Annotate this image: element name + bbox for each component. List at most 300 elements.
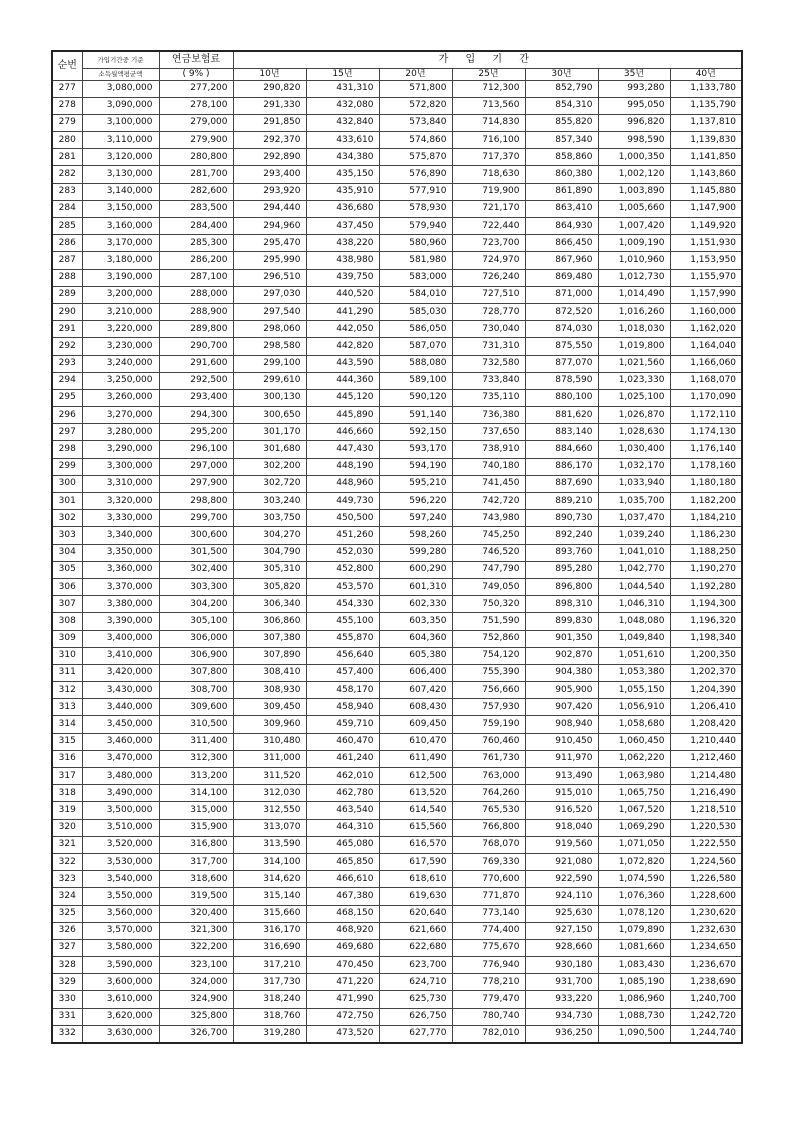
y30-cell: 911,970 xyxy=(525,750,598,767)
table-row xyxy=(52,561,742,578)
row-number: 330 xyxy=(52,991,82,1008)
y20-cell: 615,560 xyxy=(379,819,452,836)
income-cell: 3,530,000 xyxy=(82,853,159,870)
y20-cell: 585,030 xyxy=(379,303,452,320)
y30-cell: 922,590 xyxy=(525,871,598,888)
y20-cell: 620,640 xyxy=(379,905,452,922)
y20-cell: 601,310 xyxy=(379,578,452,595)
y40-cell: 1,228,600 xyxy=(670,888,742,905)
y40-cell: 1,151,930 xyxy=(670,235,742,252)
table-row xyxy=(52,114,742,131)
y40-cell: 1,198,340 xyxy=(670,630,742,647)
y20-cell: 595,210 xyxy=(379,475,452,492)
y20-cell: 571,800 xyxy=(379,80,452,97)
income-cell: 3,160,000 xyxy=(82,218,159,235)
y15-cell: 457,400 xyxy=(306,664,379,681)
y40-cell: 1,174,130 xyxy=(670,424,742,441)
table-row xyxy=(52,819,742,836)
y20-cell: 592,150 xyxy=(379,424,452,441)
row-number: 299 xyxy=(52,458,82,475)
premium-cell: 286,200 xyxy=(159,252,233,269)
y15-cell: 445,890 xyxy=(306,407,379,424)
y15-cell: 438,980 xyxy=(306,252,379,269)
y35-cell: 1,032,170 xyxy=(598,458,670,475)
header-year-1: 15년 xyxy=(306,68,379,80)
premium-cell: 295,200 xyxy=(159,424,233,441)
income-cell: 3,350,000 xyxy=(82,544,159,561)
y20-cell: 581,980 xyxy=(379,252,452,269)
premium-cell: 287,100 xyxy=(159,269,233,286)
premium-cell: 296,100 xyxy=(159,441,233,458)
y25-cell: 740,180 xyxy=(452,458,525,475)
y35-cell: 1,007,420 xyxy=(598,218,670,235)
y10-cell: 301,170 xyxy=(233,424,306,441)
table-row xyxy=(52,80,742,97)
y25-cell: 768,070 xyxy=(452,836,525,853)
table-row xyxy=(52,166,742,183)
y25-cell: 727,510 xyxy=(452,286,525,303)
y20-cell: 616,570 xyxy=(379,836,452,853)
premium-cell: 298,800 xyxy=(159,493,233,510)
table-row xyxy=(52,664,742,681)
row-number: 300 xyxy=(52,475,82,492)
table-row xyxy=(52,458,742,475)
table-row xyxy=(52,682,742,699)
y25-cell: 752,860 xyxy=(452,630,525,647)
y40-cell: 1,232,630 xyxy=(670,922,742,939)
premium-cell: 299,700 xyxy=(159,510,233,527)
premium-cell: 324,000 xyxy=(159,974,233,991)
y10-cell: 294,440 xyxy=(233,200,306,217)
y10-cell: 317,730 xyxy=(233,974,306,991)
y25-cell: 769,330 xyxy=(452,853,525,870)
y25-cell: 735,110 xyxy=(452,389,525,406)
y15-cell: 436,680 xyxy=(306,200,379,217)
row-number: 302 xyxy=(52,510,82,527)
y25-cell: 765,530 xyxy=(452,802,525,819)
premium-cell: 325,800 xyxy=(159,1008,233,1025)
row-number: 297 xyxy=(52,424,82,441)
y35-cell: 1,056,910 xyxy=(598,699,670,716)
y15-cell: 432,080 xyxy=(306,97,379,114)
y10-cell: 309,960 xyxy=(233,716,306,733)
row-number: 307 xyxy=(52,596,82,613)
y25-cell: 722,440 xyxy=(452,218,525,235)
income-cell: 3,450,000 xyxy=(82,716,159,733)
y35-cell: 1,039,240 xyxy=(598,527,670,544)
y30-cell: 921,080 xyxy=(525,853,598,870)
y30-cell: 884,660 xyxy=(525,441,598,458)
y25-cell: 717,370 xyxy=(452,149,525,166)
y30-cell: 893,760 xyxy=(525,544,598,561)
y35-cell: 996,820 xyxy=(598,114,670,131)
y25-cell: 766,800 xyxy=(452,819,525,836)
y30-cell: 858,860 xyxy=(525,149,598,166)
y20-cell: 578,930 xyxy=(379,200,452,217)
row-number: 316 xyxy=(52,750,82,767)
y30-cell: 863,410 xyxy=(525,200,598,217)
y35-cell: 1,062,220 xyxy=(598,750,670,767)
y30-cell: 899,830 xyxy=(525,613,598,630)
income-cell: 3,510,000 xyxy=(82,819,159,836)
y15-cell: 464,310 xyxy=(306,819,379,836)
y15-cell: 455,100 xyxy=(306,613,379,630)
y35-cell: 1,055,150 xyxy=(598,682,670,699)
premium-cell: 279,900 xyxy=(159,132,233,149)
y35-cell: 1,086,960 xyxy=(598,991,670,1008)
row-number: 324 xyxy=(52,888,82,905)
y20-cell: 580,960 xyxy=(379,235,452,252)
y20-cell: 574,860 xyxy=(379,132,452,149)
y35-cell: 1,003,890 xyxy=(598,183,670,200)
y15-cell: 468,920 xyxy=(306,922,379,939)
y40-cell: 1,182,200 xyxy=(670,493,742,510)
y30-cell: 915,010 xyxy=(525,785,598,802)
table-row xyxy=(52,596,742,613)
y10-cell: 297,030 xyxy=(233,286,306,303)
income-cell: 3,470,000 xyxy=(82,750,159,767)
y30-cell: 880,100 xyxy=(525,389,598,406)
income-cell: 3,290,000 xyxy=(82,441,159,458)
y10-cell: 314,100 xyxy=(233,853,306,870)
y15-cell: 466,610 xyxy=(306,871,379,888)
income-cell: 3,550,000 xyxy=(82,888,159,905)
table-row xyxy=(52,853,742,870)
table-row xyxy=(52,149,742,166)
y35-cell: 1,028,630 xyxy=(598,424,670,441)
row-number: 304 xyxy=(52,544,82,561)
y20-cell: 590,120 xyxy=(379,389,452,406)
y30-cell: 933,220 xyxy=(525,991,598,1008)
y30-cell: 913,490 xyxy=(525,768,598,785)
y20-cell: 587,070 xyxy=(379,338,452,355)
y30-cell: 874,030 xyxy=(525,321,598,338)
y10-cell: 298,060 xyxy=(233,321,306,338)
y10-cell: 318,240 xyxy=(233,991,306,1008)
income-cell: 3,140,000 xyxy=(82,183,159,200)
y40-cell: 1,196,320 xyxy=(670,613,742,630)
y40-cell: 1,137,810 xyxy=(670,114,742,131)
y40-cell: 1,208,420 xyxy=(670,716,742,733)
y20-cell: 575,870 xyxy=(379,149,452,166)
y10-cell: 305,310 xyxy=(233,561,306,578)
y25-cell: 757,930 xyxy=(452,699,525,716)
y20-cell: 621,660 xyxy=(379,922,452,939)
y20-cell: 584,010 xyxy=(379,286,452,303)
premium-cell: 301,500 xyxy=(159,544,233,561)
y40-cell: 1,184,210 xyxy=(670,510,742,527)
y15-cell: 456,640 xyxy=(306,647,379,664)
y35-cell: 1,016,260 xyxy=(598,303,670,320)
y10-cell: 310,480 xyxy=(233,733,306,750)
y10-cell: 314,620 xyxy=(233,871,306,888)
income-cell: 3,170,000 xyxy=(82,235,159,252)
y40-cell: 1,238,690 xyxy=(670,974,742,991)
row-number: 287 xyxy=(52,252,82,269)
y15-cell: 462,010 xyxy=(306,768,379,785)
y20-cell: 606,400 xyxy=(379,664,452,681)
income-cell: 3,600,000 xyxy=(82,974,159,991)
income-cell: 3,420,000 xyxy=(82,664,159,681)
income-cell: 3,340,000 xyxy=(82,527,159,544)
table-row xyxy=(52,647,742,664)
pension-table-sheet xyxy=(51,50,741,1044)
row-number: 328 xyxy=(52,957,82,974)
y40-cell: 1,202,370 xyxy=(670,664,742,681)
table-row xyxy=(52,97,742,114)
table-body xyxy=(52,80,742,1043)
income-cell: 3,120,000 xyxy=(82,149,159,166)
header-year-5: 35년 xyxy=(598,68,670,80)
y25-cell: 724,970 xyxy=(452,252,525,269)
y20-cell: 596,220 xyxy=(379,493,452,510)
y20-cell: 626,750 xyxy=(379,1008,452,1025)
y10-cell: 304,270 xyxy=(233,527,306,544)
y10-cell: 307,890 xyxy=(233,647,306,664)
y40-cell: 1,186,230 xyxy=(670,527,742,544)
y35-cell: 1,025,100 xyxy=(598,389,670,406)
y20-cell: 612,500 xyxy=(379,768,452,785)
y25-cell: 760,460 xyxy=(452,733,525,750)
y40-cell: 1,160,000 xyxy=(670,303,742,320)
table-row xyxy=(52,802,742,819)
y15-cell: 473,520 xyxy=(306,1025,379,1043)
premium-cell: 290,700 xyxy=(159,338,233,355)
y30-cell: 925,630 xyxy=(525,905,598,922)
y35-cell: 995,050 xyxy=(598,97,670,114)
premium-cell: 320,400 xyxy=(159,905,233,922)
y40-cell: 1,192,280 xyxy=(670,578,742,595)
y40-cell: 1,190,270 xyxy=(670,561,742,578)
y30-cell: 869,480 xyxy=(525,269,598,286)
row-number: 289 xyxy=(52,286,82,303)
y15-cell: 468,150 xyxy=(306,905,379,922)
y15-cell: 438,220 xyxy=(306,235,379,252)
y30-cell: 867,960 xyxy=(525,252,598,269)
y30-cell: 895,280 xyxy=(525,561,598,578)
y40-cell: 1,244,740 xyxy=(670,1025,742,1043)
y35-cell: 1,053,380 xyxy=(598,664,670,681)
row-number: 278 xyxy=(52,97,82,114)
y30-cell: 887,690 xyxy=(525,475,598,492)
y40-cell: 1,234,650 xyxy=(670,939,742,956)
table-row xyxy=(52,286,742,303)
y35-cell: 1,046,310 xyxy=(598,596,670,613)
y30-cell: 904,380 xyxy=(525,664,598,681)
table-row xyxy=(52,424,742,441)
y15-cell: 437,450 xyxy=(306,218,379,235)
y20-cell: 597,240 xyxy=(379,510,452,527)
y15-cell: 465,080 xyxy=(306,836,379,853)
table-row xyxy=(52,905,742,922)
income-cell: 3,630,000 xyxy=(82,1025,159,1043)
y25-cell: 728,770 xyxy=(452,303,525,320)
y15-cell: 431,310 xyxy=(306,80,379,97)
row-number: 319 xyxy=(52,802,82,819)
premium-cell: 307,800 xyxy=(159,664,233,681)
table-row xyxy=(52,303,742,320)
y15-cell: 461,240 xyxy=(306,750,379,767)
y30-cell: 902,870 xyxy=(525,647,598,664)
premium-cell: 323,100 xyxy=(159,957,233,974)
y30-cell: 930,180 xyxy=(525,957,598,974)
income-cell: 3,310,000 xyxy=(82,475,159,492)
premium-cell: 306,000 xyxy=(159,630,233,647)
y40-cell: 1,180,180 xyxy=(670,475,742,492)
y20-cell: 576,890 xyxy=(379,166,452,183)
y35-cell: 1,065,750 xyxy=(598,785,670,802)
y25-cell: 779,470 xyxy=(452,991,525,1008)
premium-cell: 293,400 xyxy=(159,389,233,406)
table-row xyxy=(52,493,742,510)
y25-cell: 712,300 xyxy=(452,80,525,97)
y35-cell: 1,009,190 xyxy=(598,235,670,252)
premium-cell: 310,500 xyxy=(159,716,233,733)
y20-cell: 610,470 xyxy=(379,733,452,750)
y10-cell: 303,240 xyxy=(233,493,306,510)
y15-cell: 458,170 xyxy=(306,682,379,699)
row-number: 326 xyxy=(52,922,82,939)
y40-cell: 1,155,970 xyxy=(670,269,742,286)
y40-cell: 1,139,830 xyxy=(670,132,742,149)
row-number: 291 xyxy=(52,321,82,338)
row-number: 284 xyxy=(52,200,82,217)
y20-cell: 605,380 xyxy=(379,647,452,664)
table-row xyxy=(52,991,742,1008)
y30-cell: 919,560 xyxy=(525,836,598,853)
y30-cell: 857,340 xyxy=(525,132,598,149)
y10-cell: 300,650 xyxy=(233,407,306,424)
row-number: 317 xyxy=(52,768,82,785)
income-cell: 3,590,000 xyxy=(82,957,159,974)
premium-cell: 315,000 xyxy=(159,802,233,819)
y25-cell: 730,040 xyxy=(452,321,525,338)
table-row xyxy=(52,750,742,767)
row-number: 332 xyxy=(52,1025,82,1043)
y25-cell: 761,730 xyxy=(452,750,525,767)
y20-cell: 618,610 xyxy=(379,871,452,888)
y40-cell: 1,141,850 xyxy=(670,149,742,166)
y30-cell: 907,420 xyxy=(525,699,598,716)
y35-cell: 1,069,290 xyxy=(598,819,670,836)
y40-cell: 1,218,510 xyxy=(670,802,742,819)
y20-cell: 623,700 xyxy=(379,957,452,974)
y35-cell: 1,023,330 xyxy=(598,372,670,389)
y25-cell: 743,980 xyxy=(452,510,525,527)
row-number: 318 xyxy=(52,785,82,802)
y40-cell: 1,188,250 xyxy=(670,544,742,561)
y15-cell: 449,730 xyxy=(306,493,379,510)
y25-cell: 718,630 xyxy=(452,166,525,183)
y35-cell: 1,051,610 xyxy=(598,647,670,664)
y35-cell: 1,083,430 xyxy=(598,957,670,974)
y20-cell: 619,630 xyxy=(379,888,452,905)
y10-cell: 291,330 xyxy=(233,97,306,114)
y15-cell: 432,840 xyxy=(306,114,379,131)
y25-cell: 733,840 xyxy=(452,372,525,389)
y10-cell: 299,100 xyxy=(233,355,306,372)
y25-cell: 716,100 xyxy=(452,132,525,149)
y30-cell: 916,520 xyxy=(525,802,598,819)
y15-cell: 459,710 xyxy=(306,716,379,733)
y10-cell: 300,130 xyxy=(233,389,306,406)
row-number: 323 xyxy=(52,871,82,888)
y35-cell: 1,049,840 xyxy=(598,630,670,647)
y40-cell: 1,236,670 xyxy=(670,957,742,974)
y30-cell: 927,150 xyxy=(525,922,598,939)
table-row xyxy=(52,888,742,905)
premium-cell: 304,200 xyxy=(159,596,233,613)
y10-cell: 303,750 xyxy=(233,510,306,527)
y20-cell: 573,840 xyxy=(379,114,452,131)
y35-cell: 1,030,400 xyxy=(598,441,670,458)
premium-cell: 279,000 xyxy=(159,114,233,131)
row-number: 294 xyxy=(52,372,82,389)
y30-cell: 896,800 xyxy=(525,578,598,595)
y35-cell: 1,067,520 xyxy=(598,802,670,819)
y30-cell: 889,210 xyxy=(525,493,598,510)
y10-cell: 306,860 xyxy=(233,613,306,630)
y35-cell: 1,079,890 xyxy=(598,922,670,939)
row-number: 331 xyxy=(52,1008,82,1025)
y20-cell: 588,080 xyxy=(379,355,452,372)
y25-cell: 737,650 xyxy=(452,424,525,441)
y15-cell: 447,430 xyxy=(306,441,379,458)
y25-cell: 755,390 xyxy=(452,664,525,681)
row-number: 303 xyxy=(52,527,82,544)
header-year-2: 20년 xyxy=(379,68,452,80)
y35-cell: 1,019,800 xyxy=(598,338,670,355)
y35-cell: 1,060,450 xyxy=(598,733,670,750)
y40-cell: 1,178,160 xyxy=(670,458,742,475)
y40-cell: 1,214,480 xyxy=(670,768,742,785)
y20-cell: 627,770 xyxy=(379,1025,452,1043)
y20-cell: 622,680 xyxy=(379,939,452,956)
header-period: 가 입 기 간 xyxy=(233,51,742,68)
y40-cell: 1,224,560 xyxy=(670,853,742,870)
income-cell: 3,400,000 xyxy=(82,630,159,647)
income-cell: 3,390,000 xyxy=(82,613,159,630)
y40-cell: 1,222,550 xyxy=(670,836,742,853)
table-row xyxy=(52,235,742,252)
premium-cell: 313,200 xyxy=(159,768,233,785)
premium-cell: 324,900 xyxy=(159,991,233,1008)
y15-cell: 440,520 xyxy=(306,286,379,303)
y35-cell: 1,033,940 xyxy=(598,475,670,492)
row-number: 325 xyxy=(52,905,82,922)
y25-cell: 756,660 xyxy=(452,682,525,699)
income-cell: 3,280,000 xyxy=(82,424,159,441)
y30-cell: 892,240 xyxy=(525,527,598,544)
premium-cell: 315,900 xyxy=(159,819,233,836)
table-row xyxy=(52,785,742,802)
row-number: 321 xyxy=(52,836,82,853)
y25-cell: 723,700 xyxy=(452,235,525,252)
y35-cell: 1,058,680 xyxy=(598,716,670,733)
premium-cell: 300,600 xyxy=(159,527,233,544)
income-cell: 3,460,000 xyxy=(82,733,159,750)
premium-cell: 285,300 xyxy=(159,235,233,252)
income-cell: 3,440,000 xyxy=(82,699,159,716)
header-premium-top: 연금보험료 xyxy=(159,51,233,68)
income-cell: 3,430,000 xyxy=(82,682,159,699)
y30-cell: 860,380 xyxy=(525,166,598,183)
y15-cell: 470,450 xyxy=(306,957,379,974)
y35-cell: 1,021,560 xyxy=(598,355,670,372)
y40-cell: 1,157,990 xyxy=(670,286,742,303)
y30-cell: 901,350 xyxy=(525,630,598,647)
y10-cell: 290,820 xyxy=(233,80,306,97)
